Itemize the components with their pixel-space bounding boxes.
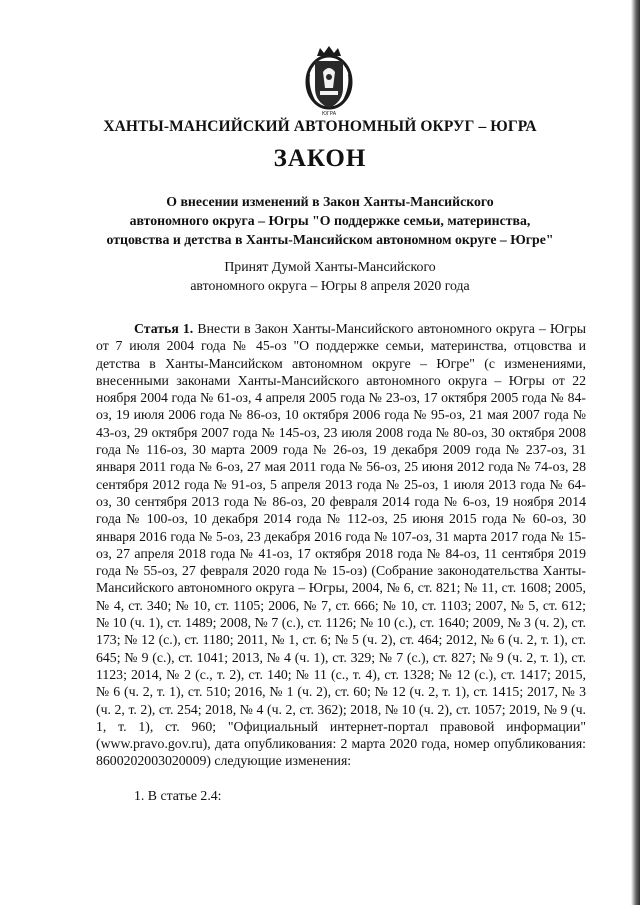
law-title: ЗАКОН bbox=[273, 145, 367, 172]
law-subject bbox=[60, 192, 600, 249]
region-title: ХАНТЫ-МАНСИЙСКИЙ АВТОНОМНЫЙ ОКРУГ – ЮГРА bbox=[103, 118, 537, 135]
article-1-text: Внести в Закон Ханты-Мансийского автономного округа – Югры от 7 июля 2004 года № 45-оз "О поддержке семьи, материнства, отцовства и детства в Ханты-Мансийском автономном округе – Югре" (с изменениями, внесенными законами Ханты-Мансийского автономного округа – Югры от 22 ноября 2004 года № 61-оз, 4 апреля 2005 года № 23-оз, 17 октября 2005 года № 84-оз, 19 июля 2006 года № 86-оз, 10 октября 2006 года № 95-оз, 21 мая 2007 года № 43-оз, 29 октября 2007 года № 145-оз, 23 июля 2008 года № 80-оз, 30 октября 2008 года № 116-оз, 30 марта 2009 года № 26-оз, 19 декабря 2009 года № 237-оз, 31 января 2011 года № 6-оз, 27 мая 2011 года № 56-оз, 25 июня 2012 года № 74-оз, 28 сентября 2012 года № 91-оз, 5 апреля 2013 года № 25-оз, 1 июля 2013 года № 64-оз, 30 сентября 2013 года № 86-оз, 20 февраля 2014 года № 6-оз, 19 ноября 2014 года № 100-оз, 10 декабря 2014 года № 112-оз, 25 июня 2015 года № 60-оз, 30 января 2016 года № 5-оз, 23 декабря 2016 года № 107-оз, 31 марта 2017 года № 15-оз, 27 апреля 2018 года № 41-оз, 17 октября 2018 года № 84-оз, 11 сентября 2019 года № 55-оз, 27 февраля 2020 года № 15-оз) (Собрание законодательства Ханты-Мансийского автономного округа – Югры, 2004, № 6, ст. 821; № 11, ст. 1608; 2005, № 4, ст. 340; № 10, ст. 1105; 2006, № 7, ст. 666; № 10, ст. 1103; 2007, № 5, ст. 612; № 10 (ч. 1), ст. 1489; 2008, № 7 (с.), ст. 1126; № 10 (с.), ст. 1640; 2009, № 3 (ч. 2), ст. 173; № 12 (с.), ст. 1180; 2011, № 1, ст. 6; № 5 (ч. 2), ст. 464; 2012, № 6 (ч. 2, т. 1), ст. 645; № 9 (с.), ст. 1041; 2013, № 4 (ч. 1), ст. 329; № 7 (с.), ст. 827; № 9 (ч. 2, т. 1), ст. 1123; 2014, № 2 (с., т. 2), ст. 140; № 11 (с., т. 4), ст. 1328; № 12 (с.), ст. 1417; 2015, № 6 (ч. 2, т. 1), ст. 510; 2016, № 1 (ч. 2), ст. 60; № 12 (ч. 2, т. 1), ст. 1415; 2017, № 3 (ч. 2, т. 2), ст. 254; 2018, № 4 (ч. 2, ст. 362); 2018, № 10 (ч. 2), ст. 1057; 2019, № 9 (ч. 1, т. 1), ст. 960; "Официальный интернет-портал правовой информации" (www.pravo.gov.ru), дата опубликования: 2 марта 2020 года, номер опубликования: 8600202003020009) следующие изменения: bbox=[96, 321, 586, 769]
law-subject-line: автономного округа – Югры "О поддержке семьи, материнства, bbox=[129, 213, 531, 228]
emblem-wreath-left bbox=[309, 74, 315, 102]
emblem-wreath-right bbox=[343, 74, 349, 102]
adoption-line: автономного округа – Югры 8 апреля 2020 года bbox=[190, 278, 470, 293]
article-1-point-1: 1. В статье 2.4: bbox=[134, 788, 222, 803]
article-1-paragraph bbox=[96, 320, 586, 770]
adoption-line: Принят Думой Ханты-Мансийского bbox=[224, 259, 436, 274]
emblem-figure-head bbox=[326, 74, 332, 80]
law-subject-line: О внесении изменений в Закон Ханты-Мансийского bbox=[166, 194, 494, 209]
adoption-note bbox=[60, 257, 600, 295]
coat-of-arms-icon bbox=[303, 44, 355, 116]
article-label: Статья 1. bbox=[134, 321, 194, 336]
emblem-base bbox=[320, 91, 338, 95]
emblem-caption: ЮГРА bbox=[321, 111, 337, 116]
law-subject-line: отцовства и детства в Ханты-Мансийском автономном округе – Югре" bbox=[106, 232, 554, 247]
